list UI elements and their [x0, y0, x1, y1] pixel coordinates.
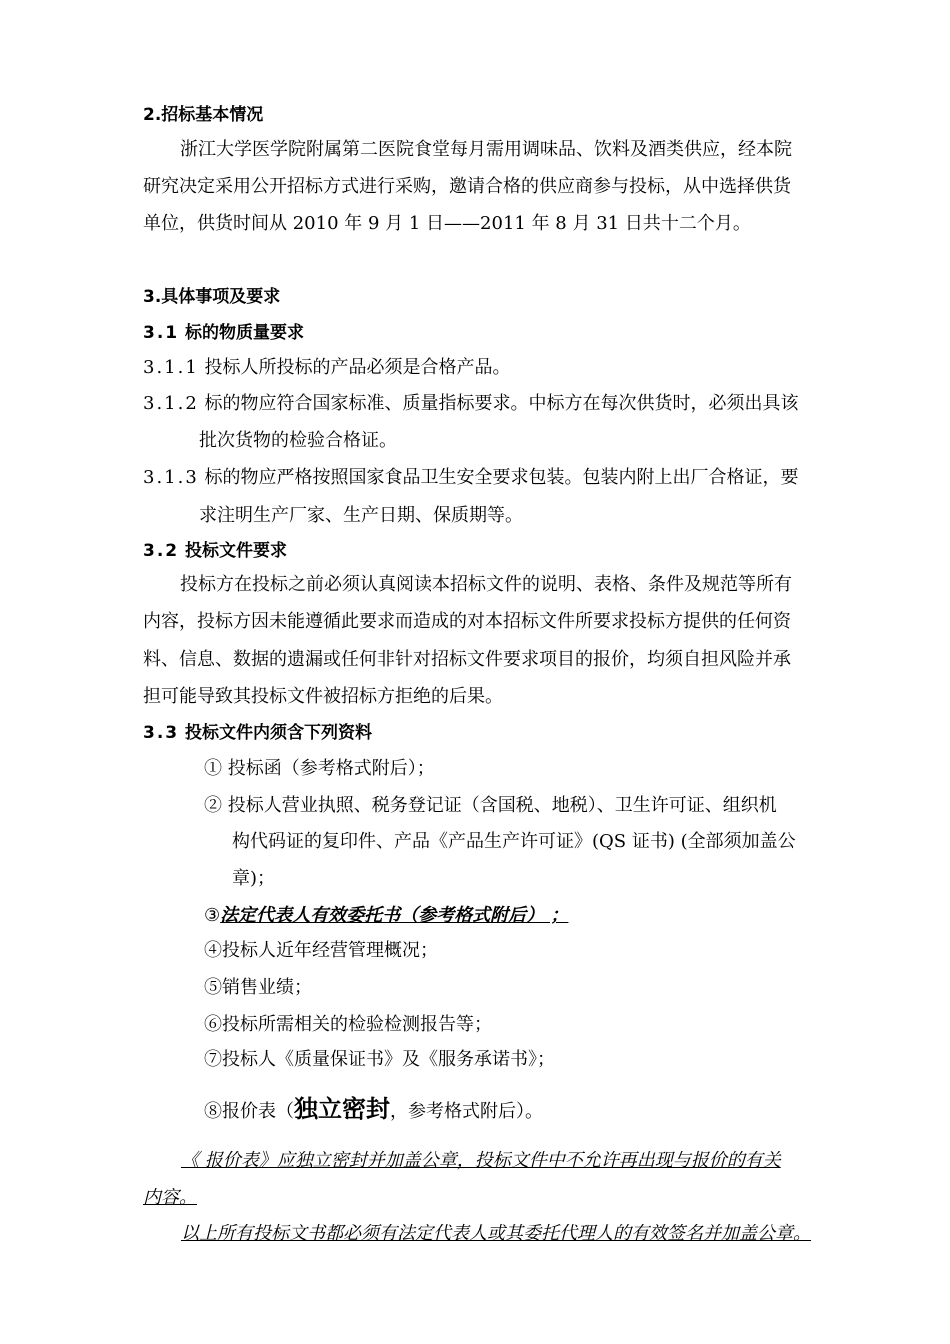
- list-item-8-prefix: ⑧报价表（: [204, 1101, 294, 1122]
- section-3-3-title: 投标文件内须含下列资料: [185, 723, 373, 743]
- section-3-2-number: 3.2: [143, 541, 180, 561]
- quote-note-line-2: 内容。: [143, 1187, 197, 1208]
- list-item-4: ④投标人近年经营管理概况；: [204, 940, 438, 961]
- section-3-2-title: 投标文件要求: [185, 541, 288, 561]
- section-3-1-number: 3.1: [143, 323, 180, 343]
- section-3-3-heading: [143, 720, 372, 746]
- item-3-1-3-text-line-1: 标的物应严格按照国家食品卫生安全要求包装。包装内附上出厂合格证，要: [204, 467, 799, 488]
- item-3-1-1: [143, 355, 511, 381]
- section-3-2-paragraph-line-2: 内容，投标方因未能遵循此要求而造成的对本招标文件所要求投标方提供的任何资: [143, 611, 791, 632]
- list-item-8: [204, 1094, 543, 1127]
- list-item-3-marker: ③: [204, 905, 221, 926]
- item-3-1-1-text: 投标人所投标的产品必须是合格产品。: [204, 357, 511, 378]
- list-item-7: ⑦投标人《质量保证书》及《服务承诺书》；: [204, 1049, 555, 1070]
- item-3-1-3-number: 3.1.3: [143, 467, 199, 488]
- item-3-1-1-number: 3.1.1: [143, 357, 199, 378]
- item-3-1-3: [143, 465, 799, 491]
- list-item-2-line-1: ② 投标人营业执照、税务登记证（含国税、地税）、卫生许可证、组织机: [204, 795, 777, 816]
- list-item-6: ⑥投标所需相关的检验检测报告等；: [204, 1014, 492, 1035]
- section-3-2-heading: [143, 538, 287, 564]
- list-item-3-text: 法定代表人有效委托书（参考格式附后） ；: [220, 905, 569, 926]
- signature-note: 以上所有投标文书都必须有法定代表人或其委托代理人的有效签名并加盖公章。: [181, 1223, 811, 1244]
- item-3-1-2: [143, 391, 799, 417]
- section-3-heading: 3.具体事项及要求: [143, 287, 281, 307]
- section-3-1-heading: [143, 320, 304, 346]
- section-2-heading: 2.招标基本情况: [143, 105, 264, 125]
- item-3-1-2-text-line-1: 标的物应符合国家标准、质量指标要求。中标方在每次供货时，必须出具该: [204, 393, 799, 414]
- section-3-3-number: 3.3: [143, 723, 180, 743]
- item-3-1-2-number: 3.1.2: [143, 393, 199, 414]
- list-item-2-line-2: 构代码证的复印件、产品《产品生产许可证》(QS 证书) (全部须加盖公: [232, 831, 796, 852]
- section-3-2-paragraph-line-3: 料、信息、数据的遗漏或任何非针对招标文件要求项目的报价，均须自担风险并承: [143, 649, 791, 670]
- section-2-paragraph-line-3: 单位，供货时间从 2010 年 9 月 1 日——2011 年 8 月 31 日共十二个月。: [143, 213, 751, 234]
- quote-note-line-1: 《 报价表》应独立密封并加盖公章，投标文件中不允许再出现与报价的有关: [181, 1150, 781, 1171]
- list-item-5: ⑤销售业绩；: [204, 977, 312, 998]
- list-item-8-emphasis: 独立密封: [294, 1095, 390, 1123]
- section-2-paragraph-line-1: 浙江大学医学院附属第二医院食堂每月需用调味品、饮料及酒类供应，经本院: [180, 139, 792, 160]
- section-3-1-title: 标的物质量要求: [185, 323, 305, 343]
- list-item-1: ① 投标函（参考格式附后）；: [204, 758, 435, 779]
- section-3-2-paragraph-line-1: 投标方在投标之前必须认真阅读本招标文件的说明、表格、条件及规范等所有: [180, 574, 792, 595]
- list-item-3: [204, 903, 568, 929]
- item-3-1-2-text-line-2: 批次货物的检验合格证。: [199, 430, 397, 451]
- section-3-2-paragraph-line-4: 担可能导致其投标文件被招标方拒绝的后果。: [143, 686, 503, 707]
- list-item-2-line-3: 章)；: [232, 868, 276, 889]
- list-item-8-suffix: ，参考格式附后）。: [390, 1101, 543, 1122]
- item-3-1-3-text-line-2: 求注明生产厂家、生产日期、保质期等。: [199, 505, 523, 526]
- section-2-paragraph-line-2: 研究决定采用公开招标方式进行采购，邀请合格的供应商参与投标，从中选择供货: [143, 176, 791, 197]
